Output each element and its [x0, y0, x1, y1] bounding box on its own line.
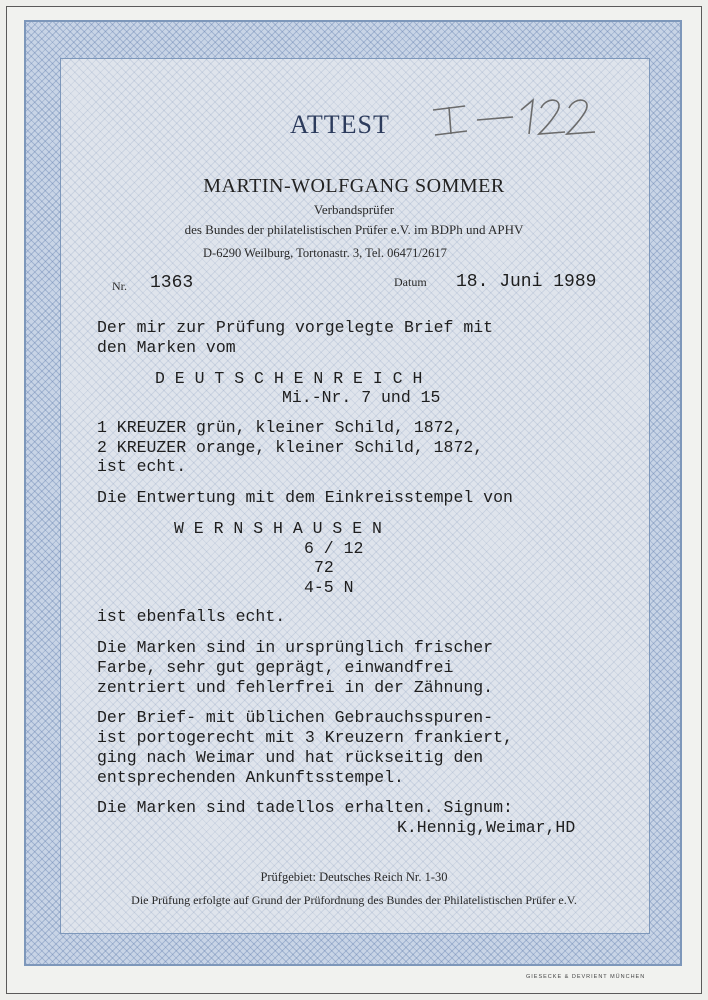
body-line: ist portogerecht mit 3 Kreuzern frankiert, — [97, 728, 513, 747]
body-line: Mi.-Nr. 7 und 15 — [282, 388, 441, 407]
body-line: 4-5 N — [304, 578, 354, 597]
certificate-date: 18. Juni 1989 — [456, 272, 597, 292]
pruefgebiet-note: Prüfgebiet: Deutsches Reich Nr. 1-30 — [260, 870, 448, 884]
nr-label: Nr. — [112, 279, 127, 293]
pruefordnung-note: Die Prüfung erfolgte auf Grund der Prüfordnung des Bundes der Philatelistischen Prüfer e.V. — [131, 893, 577, 907]
body-line: 72 — [314, 558, 334, 577]
body-line: K.Hennig,Weimar,HD — [397, 818, 576, 837]
datum-label: Datum — [394, 275, 427, 289]
body-line: den Marken vom — [97, 338, 236, 357]
certificate-number: 1363 — [150, 273, 194, 293]
examiner-affiliation: des Bundes der philatelistischen Prüfer e.V. im BDPh und APHV — [184, 222, 524, 237]
body-line: 1 KREUZER grün, kleiner Schild, 1872, — [97, 418, 464, 437]
body-line: zentriert und fehlerfrei in der Zähnung. — [97, 678, 494, 697]
body-line: Die Marken sind in ursprünglich frischer — [97, 638, 494, 657]
body-line: W E R N S H A U S E N — [174, 519, 382, 538]
printer-mark: GIESECKE & DEVRIENT MÜNCHEN — [526, 974, 646, 980]
handwritten-reference — [425, 90, 600, 140]
examiner-role: Verbandsprüfer — [313, 202, 395, 217]
examiner-address: D-6290 Weilburg, Tortonastr. 3, Tel. 06471/2617 — [203, 246, 447, 260]
body-line: ist ebenfalls echt. — [97, 607, 286, 626]
body-line: Der Brief- mit üblichen Gebrauchsspuren- — [97, 708, 494, 727]
certificate-title: ATTEST — [290, 110, 390, 139]
body-line: Farbe, sehr gut geprägt, einwandfrei — [97, 658, 454, 677]
body-line: ist echt. — [97, 457, 187, 476]
body-line: Die Entwertung mit dem Einkreisstempel von — [97, 488, 513, 507]
body-line: Die Marken sind tadellos erhalten. Signum: — [97, 798, 513, 817]
body-line: entsprechenden Ankunftsstempel. — [97, 768, 404, 787]
body-line: ging nach Weimar und hat rückseitig den — [97, 748, 484, 767]
examiner-name: MARTIN-WOLFGANG SOMMER — [203, 175, 505, 197]
body-line: Der mir zur Prüfung vorgelegte Brief mit — [97, 318, 494, 337]
body-line: 6 / 12 — [304, 539, 364, 558]
body-line: 2 KREUZER orange, kleiner Schild, 1872, — [97, 438, 484, 457]
body-line: D E U T S C H E N R E I C H — [155, 369, 423, 388]
